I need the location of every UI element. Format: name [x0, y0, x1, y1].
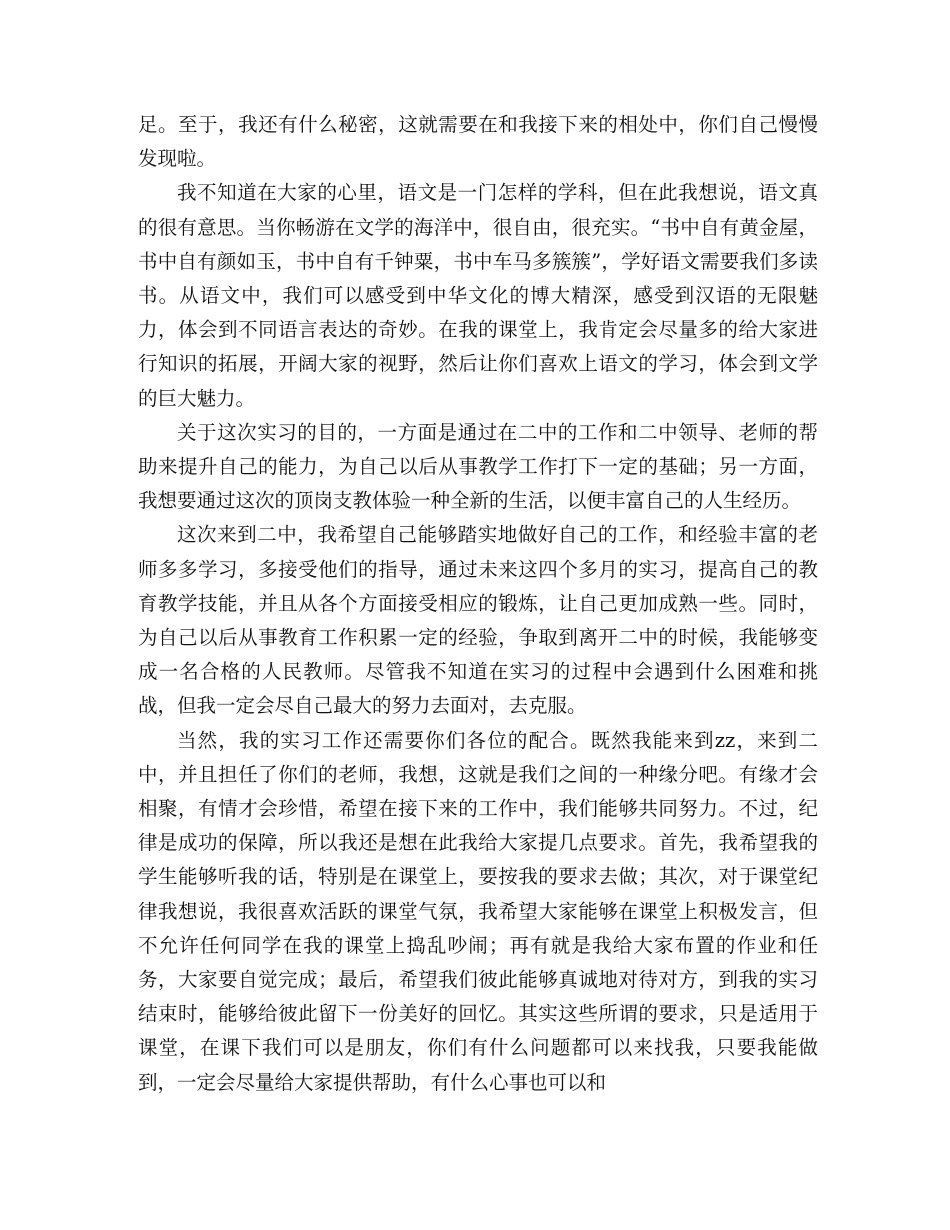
- document-page: [138, 108, 818, 1100]
- paragraph-2: 我不知道在大家的心里，语文是一门怎样的学科，但在此我想说，语文真的很有意思。当你畅游在文学的海洋中，很自由，很充实。“书中自有黄金屋，书中自有颜如玉，书中自有千钟粟，书中车马多簇簇”，学好语文需要我们多读书。从语文中，我们可以感受到中华文化的博大精深，感受到汉语的无限魅力，体会到不同语言表达的奇妙。在我的课堂上，我肯定会尽量多的给大家进行知识的拓展，开阔大家的视野，然后让你们喜欢上语文的学习，体会到文学的巨大魅力。: [138, 181, 818, 410]
- paragraph-3: 关于这次实习的目的，一方面是通过在二中的工作和二中领导、老师的帮助来提升自己的能力，为自己以后从事教学工作打下一定的基础；另一方面，我想要通过这次的顶岗支教体验一种全新的生活，以便丰富自己的人生经历。: [138, 420, 818, 513]
- paragraph-1: 足。至于，我还有什么秘密，这就需要在和我接下来的相处中，你们自己慢慢发现啦。: [138, 113, 818, 171]
- paragraph-5: 当然，我的实习工作还需要你们各位的配合。既然我能来到zz，来到二中，并且担任了你们的老师，我想，这就是我们之间的一种缘分吧。有缘才会相聚，有情才会珍惜，希望在接下来的工作中，我们能够共同努力。不过，纪律是成功的保障，所以我还是想在此我给大家提几点要求。首先，我希望我的学生能够听我的话，特别是在课堂上，要按我的要求去做；其次，对于课堂纪律我想说，我很喜欢活跃的课堂气氛，我希望大家能够在课堂上积极发言，但不允许任何同学在我的课堂上捣乱吵闹；再有就是我给大家布置的作业和任务，大家要自觉完成；最后，希望我们彼此能够真诚地对待对方，到我的实习结束时，能够给彼此留下一份美好的回忆。其实这些所谓的要求，只是适用于课堂，在课下我们可以是朋友，你们有什么问题都可以来找我，只要我能做到，一定会尽量给大家提供帮助，有什么心事也可以和: [138, 728, 818, 1094]
- paragraph-4: 这次来到二中，我希望自己能够踏实地做好自己的工作，和经验丰富的老师多多学习，多接受他们的指导，通过未来这四个多月的实习，提高自己的教育教学技能，并且从各个方面接受相应的锻炼，让自己更加成熟一些。同时，为自己以后从事教育工作积累一定的经验，争取到离开二中的时候，我能够变成一名合格的人民教师。尽管我不知道在实习的过程中会遇到什么困难和挑战，但我一定会尽自己最大的努力去面对，去克服。: [138, 523, 818, 718]
